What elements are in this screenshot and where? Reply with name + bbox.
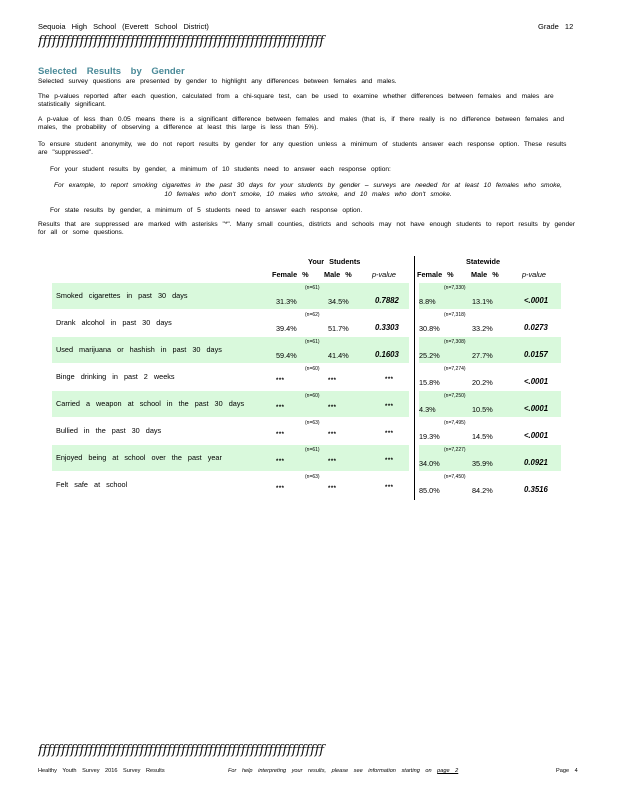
group-header-statewide: Statewide bbox=[466, 257, 501, 266]
footer-survey-name: Healthy Youth Survey 2016 Survey Results bbox=[38, 768, 165, 774]
question-label: Carried a weapon at school in the past 30 days bbox=[56, 399, 245, 408]
page-2-link[interactable]: page 2 bbox=[437, 768, 459, 774]
sample-size-your: (n=63) bbox=[305, 420, 320, 426]
table-divider bbox=[414, 256, 415, 500]
decorative-rule-bottom: ffffffffffffffffffffffffffffffffffffffffffffffffffffffffffffff bbox=[38, 743, 324, 758]
group-header-your-students: Your Students bbox=[308, 257, 361, 266]
pvalue-explain-text: A p-value of less than 0.05 means there is a significant difference between females and males (that is, if there really is no difference between females and males, the probability of observing a difference at least this large is less than 5%). bbox=[38, 116, 565, 131]
pvalue-your: *** bbox=[385, 404, 394, 410]
question-label: Enjoyed being at school over the past year bbox=[56, 453, 222, 462]
male-percent-state: 33.2% bbox=[472, 324, 493, 333]
pvalue-your: *** bbox=[385, 431, 394, 437]
female-percent-your: *** bbox=[276, 378, 285, 384]
male-percent-your: 41.4% bbox=[328, 351, 349, 360]
footer-help-label: For help interpreting your results, please see information starting on bbox=[228, 768, 432, 774]
pvalue-state: <.0001 bbox=[524, 377, 549, 386]
female-percent-state: 85.0% bbox=[419, 486, 440, 495]
female-percent-your: *** bbox=[276, 405, 285, 411]
female-percent-state: 4.3% bbox=[419, 405, 436, 414]
col-male-state: Male % bbox=[471, 270, 499, 279]
sample-size-state: (n=7,495) bbox=[444, 420, 466, 426]
sample-size-state: (n=7,227) bbox=[444, 447, 466, 453]
pvalue-state: 0.0273 bbox=[524, 323, 548, 332]
female-percent-state: 25.2% bbox=[419, 351, 440, 360]
footer-help-text bbox=[228, 768, 458, 774]
table-row bbox=[52, 337, 409, 363]
sample-size-your: (n=61) bbox=[305, 447, 320, 453]
sample-size-your: (n=62) bbox=[305, 312, 320, 318]
table-row bbox=[52, 472, 409, 498]
sample-size-your: (n=60) bbox=[305, 366, 320, 372]
decorative-rule-top: ffffffffffffffffffffffffffffffffffffffffffffffffffffffffffffff bbox=[38, 34, 324, 49]
question-label: Used marijuana or hashish in past 30 days bbox=[56, 345, 222, 354]
table-row bbox=[52, 445, 409, 471]
female-percent-your: 31.3% bbox=[276, 297, 297, 306]
intro-text: Selected survey questions are presented by gender to highlight any differences between females and males. bbox=[38, 78, 397, 85]
female-percent-state: 34.0% bbox=[419, 459, 440, 468]
grade-label: Grade 12 bbox=[538, 22, 574, 31]
male-percent-state: 27.7% bbox=[472, 351, 493, 360]
sample-size-your: (n=60) bbox=[305, 393, 320, 399]
suppressed-note: Results that are suppressed are marked with asterisks "*". Many small counties, districts and schools may not have enough students to report results by gender for all or some questions. bbox=[38, 221, 576, 236]
table-row bbox=[52, 418, 409, 444]
male-percent-state: 13.1% bbox=[472, 297, 493, 306]
pvalue-state: 0.0921 bbox=[524, 458, 548, 467]
sample-size-your: (n=61) bbox=[305, 339, 320, 345]
female-percent-state: 15.8% bbox=[419, 378, 440, 387]
col-female-state: Female % bbox=[417, 270, 454, 279]
sample-size-state: (n=7,250) bbox=[444, 393, 466, 399]
pvalue-your: 0.3303 bbox=[375, 323, 399, 332]
female-percent-state: 8.8% bbox=[419, 297, 436, 306]
pvalue-your: *** bbox=[385, 485, 394, 491]
sample-size-your: (n=61) bbox=[305, 285, 320, 291]
female-percent-state: 19.3% bbox=[419, 432, 440, 441]
male-percent-your: *** bbox=[328, 432, 337, 438]
pvalue-state: <.0001 bbox=[524, 431, 549, 440]
male-percent-your: *** bbox=[328, 459, 337, 465]
female-percent-your: 59.4% bbox=[276, 351, 297, 360]
question-label: Smoked cigarettes in past 30 days bbox=[56, 291, 188, 300]
male-percent-your: *** bbox=[328, 378, 337, 384]
male-percent-state: 14.5% bbox=[472, 432, 493, 441]
table-row bbox=[52, 283, 409, 309]
school-name: Sequoia High School (Everett School District) bbox=[38, 22, 209, 31]
pvalue-state: <.0001 bbox=[524, 296, 549, 305]
table-row bbox=[52, 310, 409, 336]
col-pvalue-your: p-value bbox=[372, 270, 396, 279]
male-percent-your: *** bbox=[328, 486, 337, 492]
pvalues-text: The p-values reported after each question, calculated from a chi-square test, can be used to examine whether differences between females and males are statistically significant. bbox=[38, 93, 554, 108]
female-percent-your: *** bbox=[276, 486, 285, 492]
sample-size-your: (n=63) bbox=[305, 474, 320, 480]
sample-size-state: (n=7,318) bbox=[444, 312, 466, 318]
female-percent-your: *** bbox=[276, 459, 285, 465]
section-title: Selected Results by Gender bbox=[38, 66, 185, 77]
male-percent-your: 34.5% bbox=[328, 297, 349, 306]
female-percent-your: 39.4% bbox=[276, 324, 297, 333]
question-label: Bullied in the past 30 days bbox=[56, 426, 162, 435]
col-male-your: Male % bbox=[324, 270, 352, 279]
example-text: For example, to report smoking cigarettes in the past 30 days for your students by gender – surveys are needed for at least 10 females who smoke, 10 females who don't smoke, 10 males who smoke, and 10 males who don't smoke. bbox=[54, 182, 562, 198]
anonymity-text: To ensure student anonymity, we do not report results by gender for any question unless a minimum of students answer each response option. These results are "suppressed". bbox=[38, 141, 567, 156]
state-minimum-text: For state results by gender, a minimum of 5 students need to answer each response option. bbox=[50, 207, 363, 214]
table-row bbox=[52, 391, 409, 417]
student-minimum-text: For your student results by gender, a minimum of 10 students need to answer each response option: bbox=[50, 166, 391, 173]
pvalue-your: 0.7882 bbox=[375, 296, 399, 305]
male-percent-your: 51.7% bbox=[328, 324, 349, 333]
table-row bbox=[52, 364, 409, 390]
footer-page-number: Page 4 bbox=[556, 768, 578, 774]
sample-size-state: (n=7,274) bbox=[444, 366, 466, 372]
pvalue-state: 0.3516 bbox=[524, 485, 548, 494]
sample-size-state: (n=7,330) bbox=[444, 285, 466, 291]
pvalue-your: *** bbox=[385, 458, 394, 464]
pvalue-your: *** bbox=[385, 377, 394, 383]
male-percent-state: 20.2% bbox=[472, 378, 493, 387]
sample-size-state: (n=7,450) bbox=[444, 474, 466, 480]
question-label: Felt safe at school bbox=[56, 480, 128, 489]
col-female-your: Female % bbox=[272, 270, 309, 279]
question-label: Drank alcohol in past 30 days bbox=[56, 318, 172, 327]
female-percent-your: *** bbox=[276, 432, 285, 438]
pvalue-your: 0.1603 bbox=[375, 350, 399, 359]
male-percent-your: *** bbox=[328, 405, 337, 411]
col-pvalue-state: p-value bbox=[522, 270, 546, 279]
pvalue-state: <.0001 bbox=[524, 404, 549, 413]
pvalue-state: 0.0157 bbox=[524, 350, 548, 359]
sample-size-state: (n=7,308) bbox=[444, 339, 466, 345]
male-percent-state: 10.5% bbox=[472, 405, 493, 414]
female-percent-state: 30.8% bbox=[419, 324, 440, 333]
male-percent-state: 35.9% bbox=[472, 459, 493, 468]
male-percent-state: 84.2% bbox=[472, 486, 493, 495]
question-label: Binge drinking in past 2 weeks bbox=[56, 372, 175, 381]
